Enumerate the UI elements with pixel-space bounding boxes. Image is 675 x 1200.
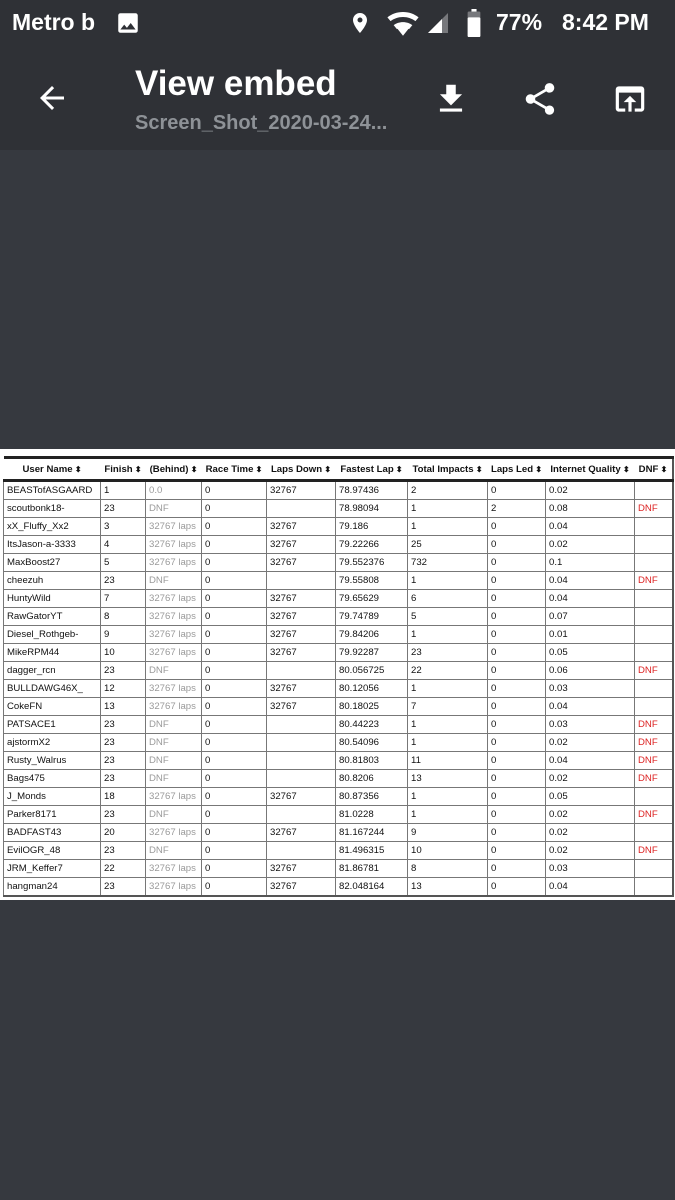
table-row xyxy=(4,752,673,770)
table-cell xyxy=(635,680,673,698)
table-cell: 0 xyxy=(202,752,267,770)
table-cell: 0 xyxy=(202,734,267,752)
table-cell: 0.02 xyxy=(546,770,635,788)
table-cell xyxy=(635,590,673,608)
table-cell: 23 xyxy=(101,770,146,788)
table-row xyxy=(4,608,673,626)
table-cell: 80.44223 xyxy=(336,716,408,734)
table-cell xyxy=(267,752,336,770)
table-row xyxy=(4,788,673,806)
app-bar xyxy=(0,46,675,150)
table-cell: 79.186 xyxy=(336,518,408,536)
table-cell: 0 xyxy=(202,608,267,626)
table-row xyxy=(4,590,673,608)
table-cell xyxy=(635,608,673,626)
table-row xyxy=(4,878,673,897)
table-cell: 23 xyxy=(101,878,146,897)
table-cell: 32767 xyxy=(267,680,336,698)
table-cell: 13 xyxy=(408,878,488,897)
column-header[interactable]: Laps Down ⬍ xyxy=(267,458,336,481)
column-header[interactable]: (Behind) ⬍ xyxy=(146,458,202,481)
table-cell: 1 xyxy=(408,716,488,734)
sort-icon: ⬍ xyxy=(253,464,263,474)
table-row xyxy=(4,662,673,680)
table-cell: Bags475 xyxy=(4,770,101,788)
table-cell: 23 xyxy=(101,752,146,770)
table-cell xyxy=(635,644,673,662)
table-cell: 0 xyxy=(488,770,546,788)
table-cell: 0.05 xyxy=(546,788,635,806)
column-header[interactable]: Laps Led ⬍ xyxy=(488,458,546,481)
table-cell: 10 xyxy=(101,644,146,662)
back-arrow-icon[interactable] xyxy=(34,80,70,116)
table-row xyxy=(4,770,673,788)
table-cell: 1 xyxy=(408,806,488,824)
table-cell: 0 xyxy=(488,626,546,644)
table-cell: 0 xyxy=(202,770,267,788)
cell-signal-icon xyxy=(424,11,452,35)
table-cell: 81.0228 xyxy=(336,806,408,824)
table-row xyxy=(4,680,673,698)
table-cell: 1 xyxy=(101,481,146,500)
table-cell: cheezuh xyxy=(4,572,101,590)
table-cell: 0.07 xyxy=(546,608,635,626)
table-cell: 32767 xyxy=(267,824,336,842)
table-cell: 32767 xyxy=(267,481,336,500)
column-header[interactable]: Finish ⬍ xyxy=(101,458,146,481)
sort-icon: ⬍ xyxy=(393,464,403,474)
table-cell: dagger_rcn xyxy=(4,662,101,680)
table-cell xyxy=(267,734,336,752)
table-cell: 0 xyxy=(488,572,546,590)
table-cell: 79.74789 xyxy=(336,608,408,626)
table-cell xyxy=(267,770,336,788)
table-cell: 11 xyxy=(408,752,488,770)
table-cell: 0 xyxy=(202,500,267,518)
table-cell: DNF xyxy=(635,572,673,590)
table-cell: 0 xyxy=(488,662,546,680)
table-body xyxy=(4,481,673,897)
table-cell xyxy=(635,788,673,806)
table-header-row xyxy=(4,458,673,481)
table-cell: 32767 xyxy=(267,698,336,716)
table-row xyxy=(4,500,673,518)
sort-icon: ⬍ xyxy=(620,464,630,474)
table-cell: 8 xyxy=(408,860,488,878)
table-cell: DNF xyxy=(635,770,673,788)
table-cell: 0 xyxy=(488,481,546,500)
table-cell: 32767 laps xyxy=(146,536,202,554)
table-cell: 32767 xyxy=(267,878,336,897)
table-cell: 32767 laps xyxy=(146,878,202,897)
table-row xyxy=(4,734,673,752)
table-cell: 0 xyxy=(488,716,546,734)
table-cell: 80.18025 xyxy=(336,698,408,716)
table-cell: 32767 xyxy=(267,518,336,536)
table-cell: 0.04 xyxy=(546,590,635,608)
table-row xyxy=(4,518,673,536)
table-cell: DNF xyxy=(635,716,673,734)
table-cell: Diesel_Rothgeb- xyxy=(4,626,101,644)
table-cell: 23 xyxy=(101,572,146,590)
battery-icon xyxy=(465,9,483,37)
table-cell: MaxBoost27 xyxy=(4,554,101,572)
table-cell: 0 xyxy=(202,554,267,572)
table-cell xyxy=(267,572,336,590)
table-cell: 23 xyxy=(408,644,488,662)
table-cell: 0 xyxy=(488,590,546,608)
table-cell: 0 xyxy=(488,734,546,752)
table-cell: 732 xyxy=(408,554,488,572)
table-cell: RawGatorYT xyxy=(4,608,101,626)
table-cell: J_Monds xyxy=(4,788,101,806)
table-cell: 2 xyxy=(488,500,546,518)
table-cell: 32767 laps xyxy=(146,626,202,644)
table-cell: 0.08 xyxy=(546,500,635,518)
table-cell: DNF xyxy=(635,662,673,680)
table-cell xyxy=(267,716,336,734)
table-cell: 0 xyxy=(488,752,546,770)
table-row xyxy=(4,698,673,716)
table-cell: 23 xyxy=(101,500,146,518)
column-header[interactable]: Race Time ⬍ xyxy=(202,458,267,481)
table-cell: BULLDAWG46X_ xyxy=(4,680,101,698)
table-cell: 0 xyxy=(202,626,267,644)
table-cell: 1 xyxy=(408,626,488,644)
table-cell: 0.1 xyxy=(546,554,635,572)
table-cell: 0 xyxy=(202,590,267,608)
sort-icon: ⬍ xyxy=(72,464,82,474)
table-cell: Rusty_Walrus xyxy=(4,752,101,770)
sort-icon: ⬍ xyxy=(473,464,483,474)
table-cell: 12 xyxy=(101,680,146,698)
sort-icon: ⬍ xyxy=(188,464,198,474)
table-cell: 32767 laps xyxy=(146,860,202,878)
table-cell xyxy=(267,806,336,824)
table-cell: 0 xyxy=(202,878,267,897)
table-cell: 0.02 xyxy=(546,734,635,752)
table-cell xyxy=(635,824,673,842)
column-header[interactable]: Fastest Lap ⬍ xyxy=(336,458,408,481)
table-cell: 79.65629 xyxy=(336,590,408,608)
table-cell: xX_Fluffy_Xx2 xyxy=(4,518,101,536)
table-cell: 0.0 xyxy=(146,481,202,500)
table-cell xyxy=(635,626,673,644)
table-cell: 32767 laps xyxy=(146,788,202,806)
table-cell: HuntyWild xyxy=(4,590,101,608)
table-cell: 0.02 xyxy=(546,806,635,824)
race-results-table xyxy=(3,456,674,897)
table-cell xyxy=(635,481,673,500)
table-cell: 78.97436 xyxy=(336,481,408,500)
table-cell: MikeRPM44 xyxy=(4,644,101,662)
table-cell: 0 xyxy=(202,481,267,500)
open-in-browser-icon[interactable] xyxy=(611,80,649,118)
table-cell: 0 xyxy=(202,698,267,716)
table-cell: DNF xyxy=(635,500,673,518)
table-cell: 0.01 xyxy=(546,626,635,644)
table-cell: 0 xyxy=(202,536,267,554)
table-cell: 23 xyxy=(101,716,146,734)
table-cell: 32767 laps xyxy=(146,680,202,698)
table-cell: 0.03 xyxy=(546,860,635,878)
table-cell: 4 xyxy=(101,536,146,554)
column-header[interactable]: Internet Quality ⬍ xyxy=(546,458,635,481)
table-cell: 25 xyxy=(408,536,488,554)
table-cell: 1 xyxy=(408,500,488,518)
table-cell: 0 xyxy=(488,806,546,824)
table-cell: 8 xyxy=(101,608,146,626)
table-cell: 80.54096 xyxy=(336,734,408,752)
table-cell: 81.167244 xyxy=(336,824,408,842)
table-cell: 2 xyxy=(408,481,488,500)
table-cell: 0.03 xyxy=(546,680,635,698)
table-cell: ItsJason-a-3333 xyxy=(4,536,101,554)
table-row xyxy=(4,806,673,824)
table-cell: 32767 laps xyxy=(146,608,202,626)
table-row xyxy=(4,481,673,500)
table-cell: 1 xyxy=(408,788,488,806)
image-notification-icon xyxy=(115,10,141,36)
table-cell xyxy=(635,518,673,536)
table-cell xyxy=(635,698,673,716)
table-cell: 0.04 xyxy=(546,752,635,770)
table-cell: 0 xyxy=(488,554,546,572)
table-cell: 0.03 xyxy=(546,716,635,734)
table-cell: 32767 xyxy=(267,626,336,644)
wifi-icon xyxy=(386,10,420,36)
table-cell: DNF xyxy=(146,662,202,680)
table-cell: 1 xyxy=(408,734,488,752)
table-cell: 32767 xyxy=(267,536,336,554)
carrier-name: Metro b xyxy=(12,9,96,35)
table-cell: 1 xyxy=(408,680,488,698)
table-cell: 0.04 xyxy=(546,572,635,590)
table-cell: 1 xyxy=(408,572,488,590)
table-cell: 22 xyxy=(101,860,146,878)
table-cell: 0 xyxy=(488,860,546,878)
table-cell: 0 xyxy=(202,518,267,536)
table-cell: 32767 laps xyxy=(146,644,202,662)
location-icon xyxy=(348,9,372,37)
column-header[interactable]: User Name ⬍ xyxy=(4,458,101,481)
table-cell: 0 xyxy=(202,806,267,824)
table-cell: 9 xyxy=(101,626,146,644)
column-header[interactable]: Total Impacts ⬍ xyxy=(408,458,488,481)
table-cell: 3 xyxy=(101,518,146,536)
table-cell xyxy=(267,662,336,680)
table-cell: 23 xyxy=(101,734,146,752)
table-cell: 0 xyxy=(488,878,546,897)
table-cell: 80.87356 xyxy=(336,788,408,806)
table-cell: DNF xyxy=(635,752,673,770)
table-cell: 80.81803 xyxy=(336,752,408,770)
table-cell: 0 xyxy=(488,680,546,698)
table-cell: 10 xyxy=(408,842,488,860)
table-cell: 22 xyxy=(408,662,488,680)
table-cell: 79.92287 xyxy=(336,644,408,662)
page-title: View embed xyxy=(135,64,337,103)
table-cell: 79.552376 xyxy=(336,554,408,572)
table-cell: 23 xyxy=(101,806,146,824)
table-cell: 0 xyxy=(202,842,267,860)
table-cell: 78.98094 xyxy=(336,500,408,518)
table-cell: DNF xyxy=(146,716,202,734)
table-row xyxy=(4,716,673,734)
table-cell: DNF xyxy=(146,806,202,824)
table-cell: 79.84206 xyxy=(336,626,408,644)
table-cell: DNF xyxy=(635,842,673,860)
table-cell: PATSACE1 xyxy=(4,716,101,734)
table-cell: 18 xyxy=(101,788,146,806)
table-cell: 32767 xyxy=(267,608,336,626)
table-cell: JRM_Keffer7 xyxy=(4,860,101,878)
table-cell: 13 xyxy=(408,770,488,788)
table-cell: 0.04 xyxy=(546,518,635,536)
table-cell: 1 xyxy=(408,518,488,536)
table-cell: 20 xyxy=(101,824,146,842)
table-cell: 0.02 xyxy=(546,536,635,554)
table-cell: 32767 xyxy=(267,590,336,608)
table-cell: 0 xyxy=(202,788,267,806)
table-cell: 0 xyxy=(488,842,546,860)
table-cell: 0.02 xyxy=(546,842,635,860)
table-cell: 0.06 xyxy=(546,662,635,680)
table-cell: 0 xyxy=(488,788,546,806)
status-bar xyxy=(0,0,675,46)
table-cell: scoutbonk18- xyxy=(4,500,101,518)
table-cell: 32767 xyxy=(267,788,336,806)
table-cell: 23 xyxy=(101,842,146,860)
table-cell: 32767 xyxy=(267,644,336,662)
table-cell: Parker8171 xyxy=(4,806,101,824)
sort-icon: ⬍ xyxy=(132,464,142,474)
table-row xyxy=(4,536,673,554)
table-cell: BADFAST43 xyxy=(4,824,101,842)
table-cell: 0 xyxy=(202,644,267,662)
file-name: Screen_Shot_2020-03-24... xyxy=(135,112,388,134)
table-cell: 23 xyxy=(101,662,146,680)
table-cell: DNF xyxy=(146,752,202,770)
table-cell: 0.02 xyxy=(546,481,635,500)
table-cell: 81.86781 xyxy=(336,860,408,878)
table-cell: DNF xyxy=(635,806,673,824)
table-cell: 0 xyxy=(488,518,546,536)
table-cell: ajstormX2 xyxy=(4,734,101,752)
table-cell: 0 xyxy=(488,608,546,626)
table-cell: 32767 xyxy=(267,554,336,572)
table-cell: 0.04 xyxy=(546,878,635,897)
table-cell: 0.05 xyxy=(546,644,635,662)
table-cell: 32767 xyxy=(267,860,336,878)
table-cell: 0 xyxy=(202,860,267,878)
table-cell: 5 xyxy=(101,554,146,572)
table-cell: 80.12056 xyxy=(336,680,408,698)
battery-percent: 77% xyxy=(496,9,543,35)
clock: 8:42 PM xyxy=(562,9,649,35)
table-cell: 82.048164 xyxy=(336,878,408,897)
table-row xyxy=(4,860,673,878)
column-header[interactable]: DNF ⬍ xyxy=(635,458,673,481)
table-row xyxy=(4,644,673,662)
table-row xyxy=(4,824,673,842)
table-row xyxy=(4,626,673,644)
table-cell: 79.55808 xyxy=(336,572,408,590)
table-cell: 0 xyxy=(202,716,267,734)
table-cell: 0 xyxy=(488,644,546,662)
table-row xyxy=(4,554,673,572)
table-cell: 81.496315 xyxy=(336,842,408,860)
sort-icon: ⬍ xyxy=(533,464,543,474)
table-cell: 32767 laps xyxy=(146,590,202,608)
table-cell xyxy=(267,500,336,518)
table-cell xyxy=(635,878,673,897)
table-cell: DNF xyxy=(146,770,202,788)
table-cell: DNF xyxy=(146,734,202,752)
table-cell: 0 xyxy=(202,680,267,698)
table-cell: 32767 laps xyxy=(146,554,202,572)
table-cell: 0 xyxy=(488,698,546,716)
table-cell: 0.04 xyxy=(546,698,635,716)
table-cell: 32767 laps xyxy=(146,698,202,716)
share-icon[interactable] xyxy=(521,80,559,118)
table-cell: DNF xyxy=(635,734,673,752)
table-cell: CokeFN xyxy=(4,698,101,716)
table-cell: 5 xyxy=(408,608,488,626)
table-cell: DNF xyxy=(146,842,202,860)
table-cell: hangman24 xyxy=(4,878,101,897)
table-cell: 32767 laps xyxy=(146,518,202,536)
table-cell: 7 xyxy=(408,698,488,716)
table-row xyxy=(4,572,673,590)
table-cell: 32767 laps xyxy=(146,824,202,842)
table-cell: DNF xyxy=(146,572,202,590)
table-cell: 0 xyxy=(202,662,267,680)
sort-icon: ⬍ xyxy=(658,464,668,474)
table-cell: 13 xyxy=(101,698,146,716)
table-cell: 0.02 xyxy=(546,824,635,842)
table-cell xyxy=(635,536,673,554)
table-cell: 6 xyxy=(408,590,488,608)
table-cell xyxy=(267,842,336,860)
table-cell: 80.056725 xyxy=(336,662,408,680)
sort-icon: ⬍ xyxy=(322,464,332,474)
table-cell: DNF xyxy=(146,500,202,518)
table-cell: 0 xyxy=(488,536,546,554)
table-row xyxy=(4,842,673,860)
table-cell: BEASTofASGAARD xyxy=(4,481,101,500)
table-cell xyxy=(635,554,673,572)
embedded-image[interactable] xyxy=(0,449,675,900)
table-cell: 0 xyxy=(202,572,267,590)
table-cell: 9 xyxy=(408,824,488,842)
download-icon[interactable] xyxy=(432,80,470,118)
table-cell: 80.8206 xyxy=(336,770,408,788)
table-cell: EvilOGR_48 xyxy=(4,842,101,860)
table-cell: 0 xyxy=(488,824,546,842)
table-cell: 0 xyxy=(202,824,267,842)
table-cell: 7 xyxy=(101,590,146,608)
table-cell: 79.22266 xyxy=(336,536,408,554)
table-cell xyxy=(635,860,673,878)
